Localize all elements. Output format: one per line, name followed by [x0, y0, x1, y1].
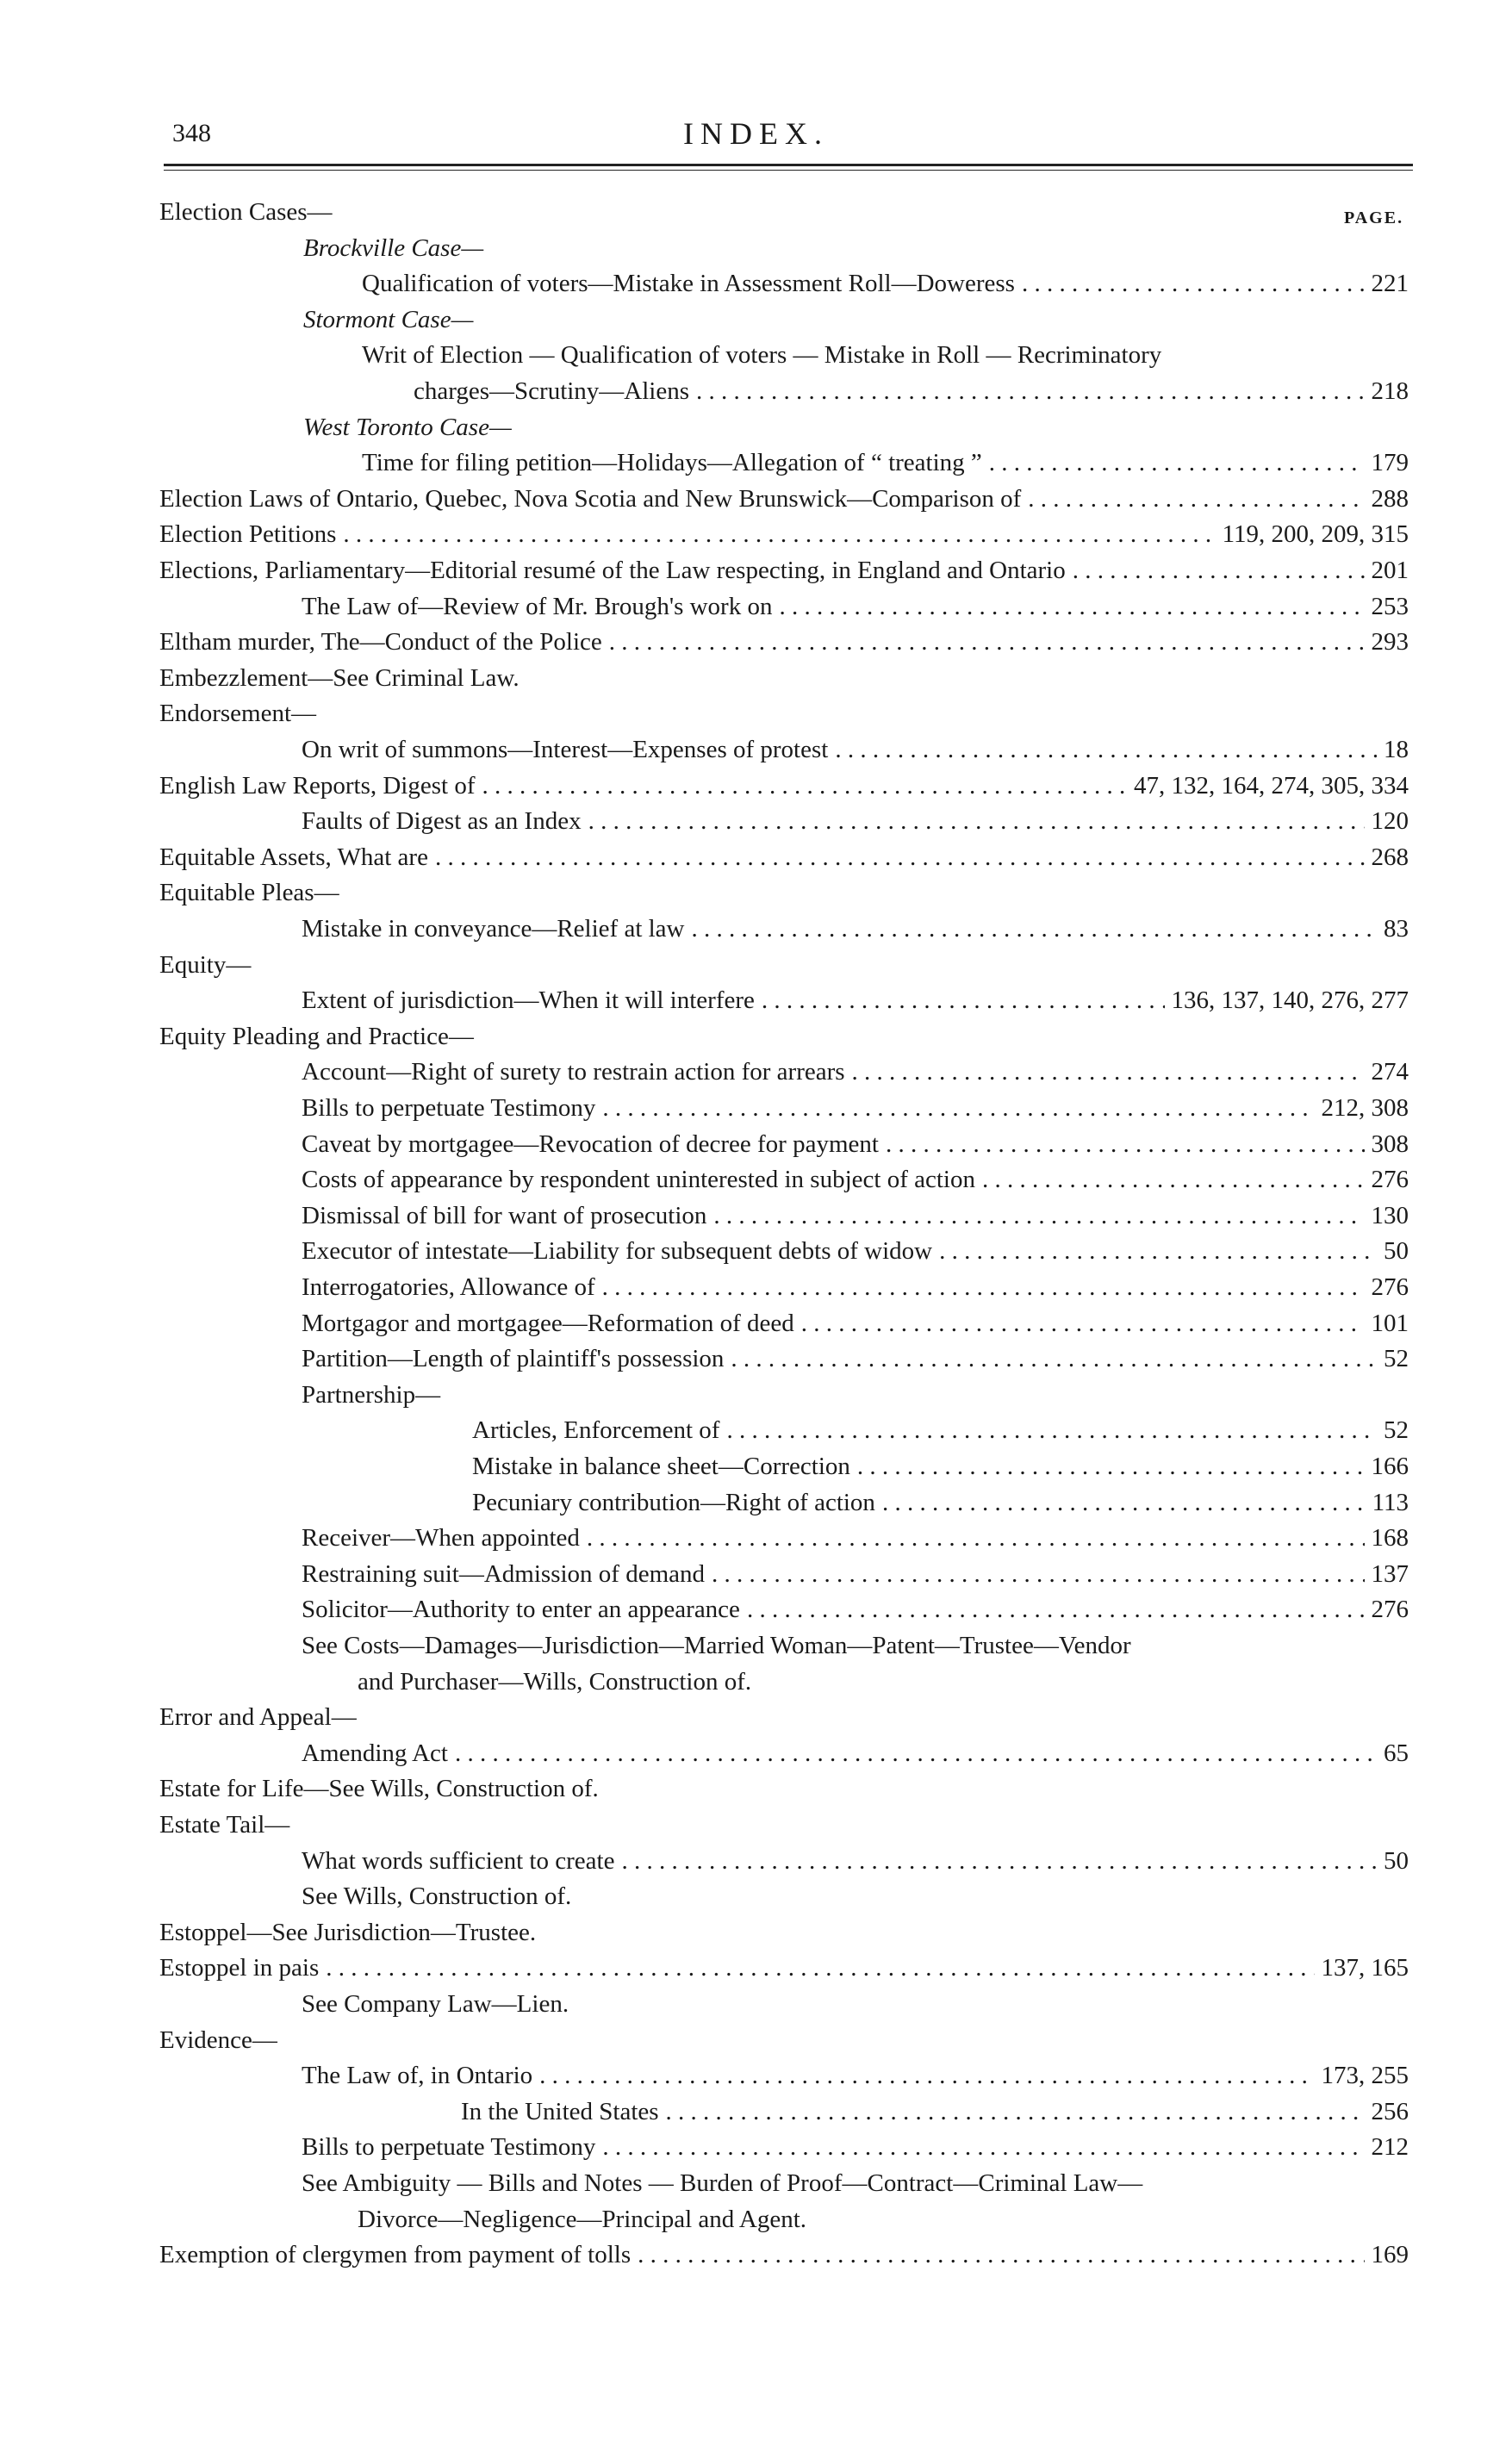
entry-text: Partition—Length of plaintiff's possession [302, 1345, 725, 1373]
entry-text: Estoppel in pais [159, 1954, 320, 1982]
index-entry [0, 875, 1512, 911]
leader-dots [609, 625, 1365, 660]
leader-dots [539, 2058, 1314, 2094]
leader-dots [326, 1951, 1314, 1986]
index-entry [0, 769, 1512, 804]
entry-text: English Law Reports, Digest of [159, 771, 476, 800]
entry-text: The Law of, in Ontario [302, 2062, 533, 2090]
index-entry [0, 661, 1512, 696]
entry-text: and Purchaser—Wills, Construction of. [358, 1667, 752, 1696]
entry-text: See Costs—Damages—Jurisdiction—Married Woman—Patent—Trustee—Vendor [302, 1632, 1131, 1659]
entry-pages: 113 [1372, 1488, 1409, 1516]
entry-pages: 201 [1371, 557, 1409, 584]
leader-dots [482, 769, 1127, 804]
index-entry [0, 338, 1512, 373]
index-entry [0, 1198, 1512, 1234]
index-entry [0, 2094, 1512, 2130]
index-entry [0, 1378, 1512, 1413]
leader-dots [726, 1413, 1377, 1448]
index-entry [0, 410, 1512, 445]
index-entry [0, 1055, 1512, 1090]
index-entry [0, 374, 1512, 409]
index-entry [0, 1270, 1512, 1305]
entry-pages: 50 [1384, 1846, 1409, 1875]
entry-text: See Company Law—Lien. [302, 1990, 569, 2018]
entry-text: Estate Tail— [159, 1811, 290, 1839]
entry-text: Receiver—When appointed [302, 1524, 580, 1553]
entry-pages: 52 [1384, 1416, 1409, 1445]
leader-dots [857, 1449, 1365, 1484]
entry-pages: 166 [1371, 1453, 1409, 1480]
entry-text: Executor of intestate—Liability for subsequent debts of widow [302, 1237, 933, 1266]
entry-text: Mortgagor and mortgagee—Reformation of deed [302, 1309, 794, 1337]
index-entry [0, 1019, 1512, 1055]
leader-dots [587, 1521, 1365, 1556]
leader-dots [455, 1736, 1377, 1771]
leader-dots [692, 912, 1377, 947]
entry-text: Dismissal of bill for want of prosecution [302, 1201, 707, 1229]
entry-text: Mistake in conveyance—Relief at law [302, 915, 685, 943]
entry-text: Extent of jurisdiction—When it will interfere [302, 986, 755, 1015]
leader-dots [989, 445, 1365, 481]
index-entry [0, 517, 1512, 552]
leader-dots [666, 2094, 1365, 2130]
index-entry [0, 1592, 1512, 1627]
entry-text: Election Laws of Ontario, Quebec, Nova Scotia and New Brunswick—Comparison of [159, 484, 1022, 513]
leader-dots [801, 1306, 1365, 1341]
entry-pages: 101 [1371, 1309, 1409, 1337]
entry-text: Account—Right of surety to restrain action for arrears [302, 1058, 845, 1086]
index-entry [0, 1091, 1512, 1126]
entry-text: Equity Pleading and Practice— [159, 1022, 474, 1050]
index-entry [0, 445, 1512, 481]
leader-dots [343, 517, 1215, 552]
entry-pages: 120 [1371, 807, 1409, 836]
entry-text: In the United States [461, 2097, 659, 2125]
index-entry [0, 1341, 1512, 1377]
entry-pages: 256 [1371, 2097, 1409, 2125]
leader-dots [747, 1592, 1365, 1627]
index-entry [0, 2166, 1512, 2201]
entry-text: See Wills, Construction of. [302, 1882, 572, 1911]
index-entry [0, 1521, 1512, 1556]
index-entry [0, 1771, 1512, 1807]
entry-pages: 293 [1371, 628, 1409, 657]
entry-pages: 47, 132, 164, 274, 305, 334 [1134, 771, 1409, 800]
entry-text: Partnership— [302, 1380, 441, 1409]
index-entry [0, 195, 1512, 230]
index-entry [0, 1162, 1512, 1198]
index-entry [0, 1700, 1512, 1735]
entry-pages: 268 [1371, 843, 1409, 871]
entry-text: Qualification of voters—Mistake in Assessment Roll—Doweress [362, 270, 1015, 298]
entry-pages: 308 [1371, 1129, 1409, 1158]
entry-pages: 119, 200, 209, 315 [1222, 520, 1409, 549]
index-entry [0, 1557, 1512, 1592]
entry-text: What words sufficient to create [302, 1846, 615, 1875]
index-entry [0, 2237, 1512, 2273]
entry-pages: 221 [1371, 270, 1409, 298]
index-entry [0, 625, 1512, 660]
index-entry [0, 1127, 1512, 1162]
index-entry [0, 948, 1512, 983]
entry-text: Time for filing petition—Holidays—Allegation of “ treating ” [362, 449, 982, 477]
index-entry [0, 1844, 1512, 1879]
leader-dots [602, 1270, 1365, 1305]
header-rule-thin [164, 170, 1413, 171]
entry-text: Divorce—Negligence—Principal and Agent. [358, 2205, 807, 2233]
leader-dots [762, 983, 1165, 1018]
entry-pages: 52 [1384, 1345, 1409, 1373]
entry-text: Interrogatories, Allowance of [302, 1273, 595, 1301]
index-entry [0, 1306, 1512, 1341]
index-entry [0, 1879, 1512, 1914]
leader-dots [886, 1127, 1365, 1162]
entry-text: Writ of Election — Qualification of voters — Mistake in Roll — Recriminatory [362, 341, 1162, 370]
entry-pages: 288 [1371, 484, 1409, 513]
entry-pages: 50 [1384, 1237, 1409, 1266]
entry-text: Pecuniary contribution—Right of action [472, 1488, 875, 1516]
index-entry [0, 231, 1512, 266]
index-entry [0, 266, 1512, 302]
index-entry [0, 1413, 1512, 1448]
index-entry [0, 302, 1512, 338]
entry-text: Election Petitions [159, 520, 337, 549]
entry-text: Election Cases— [159, 198, 333, 226]
leader-dots [638, 2237, 1364, 2273]
entry-text: charges—Scrutiny—Aliens [414, 377, 690, 405]
leader-dots [1073, 553, 1365, 588]
entry-pages: 253 [1371, 592, 1409, 620]
index-entry [0, 553, 1512, 588]
index-entry [0, 2023, 1512, 2058]
entry-text: Estoppel—See Jurisdiction—Trustee. [159, 1918, 537, 1946]
entry-pages: 18 [1384, 736, 1409, 763]
entry-text: Faults of Digest as an Index [302, 807, 582, 836]
leader-dots [621, 1844, 1377, 1879]
index-entry [0, 1951, 1512, 1986]
leader-dots [435, 840, 1365, 875]
entry-text: Error and Appeal— [159, 1703, 357, 1732]
running-head: INDEX. [683, 116, 829, 151]
entry-text: On writ of summons—Interest—Expenses of protest [302, 736, 829, 763]
entry-pages: 136, 137, 140, 276, 277 [1171, 986, 1409, 1015]
entry-pages: 169 [1371, 2241, 1409, 2269]
entry-text: Bills to perpetuate Testimony [302, 2133, 596, 2162]
entry-pages: 168 [1371, 1524, 1409, 1553]
leader-dots [588, 804, 1365, 839]
leader-dots [882, 1485, 1366, 1521]
index-entry [0, 840, 1512, 875]
leader-dots [731, 1341, 1377, 1377]
entry-text: Stormont Case— [303, 305, 474, 333]
index-entry [0, 1449, 1512, 1484]
leader-dots [779, 589, 1364, 625]
entry-pages: 276 [1371, 1166, 1409, 1194]
entry-pages: 83 [1384, 915, 1409, 943]
entry-pages: 276 [1371, 1596, 1409, 1624]
entry-text: Mistake in balance sheet—Correction [472, 1453, 850, 1480]
entry-text: See Ambiguity — Bills and Notes — Burden of Proof—Contract—Criminal Law— [302, 2169, 1143, 2197]
entry-text: Embezzlement—See Criminal Law. [159, 663, 520, 692]
index-entry [0, 912, 1512, 947]
entry-text: Exemption of clergymen from payment of tolls [159, 2241, 632, 2269]
index-entry [0, 1485, 1512, 1521]
entry-text: Elections, Parliamentary—Editorial resumé of the Law respecting, in England and Ontario [159, 557, 1066, 584]
page-number: 348 [172, 119, 211, 147]
index-entry [0, 983, 1512, 1018]
entry-pages: 130 [1371, 1201, 1409, 1229]
leader-dots [696, 374, 1364, 409]
index-entry [0, 589, 1512, 625]
leader-dots [602, 2130, 1364, 2165]
entry-text: West Toronto Case— [303, 413, 512, 441]
entry-text: The Law of—Review of Mr. Brough's work on [302, 592, 773, 620]
entry-pages: 276 [1371, 1273, 1409, 1301]
leader-dots [1022, 266, 1365, 302]
entry-text: Endorsement— [159, 700, 317, 728]
index-entry [0, 732, 1512, 768]
entry-pages: 137 [1371, 1559, 1409, 1588]
entry-text: Equity— [159, 950, 252, 979]
index-entry [0, 1234, 1512, 1269]
leader-dots [835, 732, 1377, 768]
index-entry [0, 2058, 1512, 2094]
leader-dots [982, 1162, 1365, 1198]
entry-text: Estate for Life—See Wills, Construction of. [159, 1775, 599, 1803]
leader-dots [939, 1234, 1377, 1269]
entry-text: Equitable Assets, What are [159, 843, 428, 871]
index-entry [0, 482, 1512, 517]
index-entry [0, 2130, 1512, 2165]
entry-text: Evidence— [159, 2026, 277, 2054]
entry-pages: 65 [1384, 1739, 1409, 1767]
header-rule [164, 164, 1413, 166]
index-entry [0, 804, 1512, 839]
entry-text: Amending Act [302, 1739, 448, 1767]
entry-text: Solicitor—Authority to enter an appearance [302, 1596, 740, 1624]
index-entry [0, 696, 1512, 731]
page-column-label: PAGE. [1344, 208, 1404, 227]
entry-pages: 212, 308 [1321, 1094, 1409, 1122]
entry-text: Restraining suit—Admission of demand [302, 1559, 705, 1588]
entry-pages: 179 [1371, 449, 1409, 477]
index-entry [0, 1987, 1512, 2022]
entry-text: Caveat by mortgagee—Revocation of decree for payment [302, 1129, 879, 1158]
entry-pages: 137, 165 [1321, 1954, 1409, 1982]
entry-pages: 274 [1371, 1058, 1409, 1086]
leader-dots [713, 1198, 1364, 1234]
leader-dots [852, 1055, 1365, 1090]
leader-dots [602, 1091, 1314, 1126]
entry-text: Brockville Case— [303, 233, 484, 262]
leader-dots [1028, 482, 1364, 517]
index-entry [0, 1628, 1512, 1664]
entry-pages: 218 [1371, 377, 1409, 405]
entry-text: Eltham murder, The—Conduct of the Police [159, 628, 602, 657]
entry-text: Bills to perpetuate Testimony [302, 1094, 596, 1122]
index-entry [0, 1808, 1512, 1843]
entry-text: Equitable Pleas— [159, 879, 339, 907]
entry-pages: 212 [1371, 2133, 1409, 2162]
index-entry [0, 1915, 1512, 1951]
entry-pages: 173, 255 [1321, 2062, 1409, 2090]
entry-text: Costs of appearance by respondent uninterested in subject of action [302, 1166, 975, 1194]
index-entry [0, 1665, 1512, 1700]
leader-dots [712, 1557, 1365, 1592]
index-entry [0, 2202, 1512, 2237]
index-entry [0, 1736, 1512, 1771]
entry-text: Articles, Enforcement of [472, 1416, 720, 1445]
